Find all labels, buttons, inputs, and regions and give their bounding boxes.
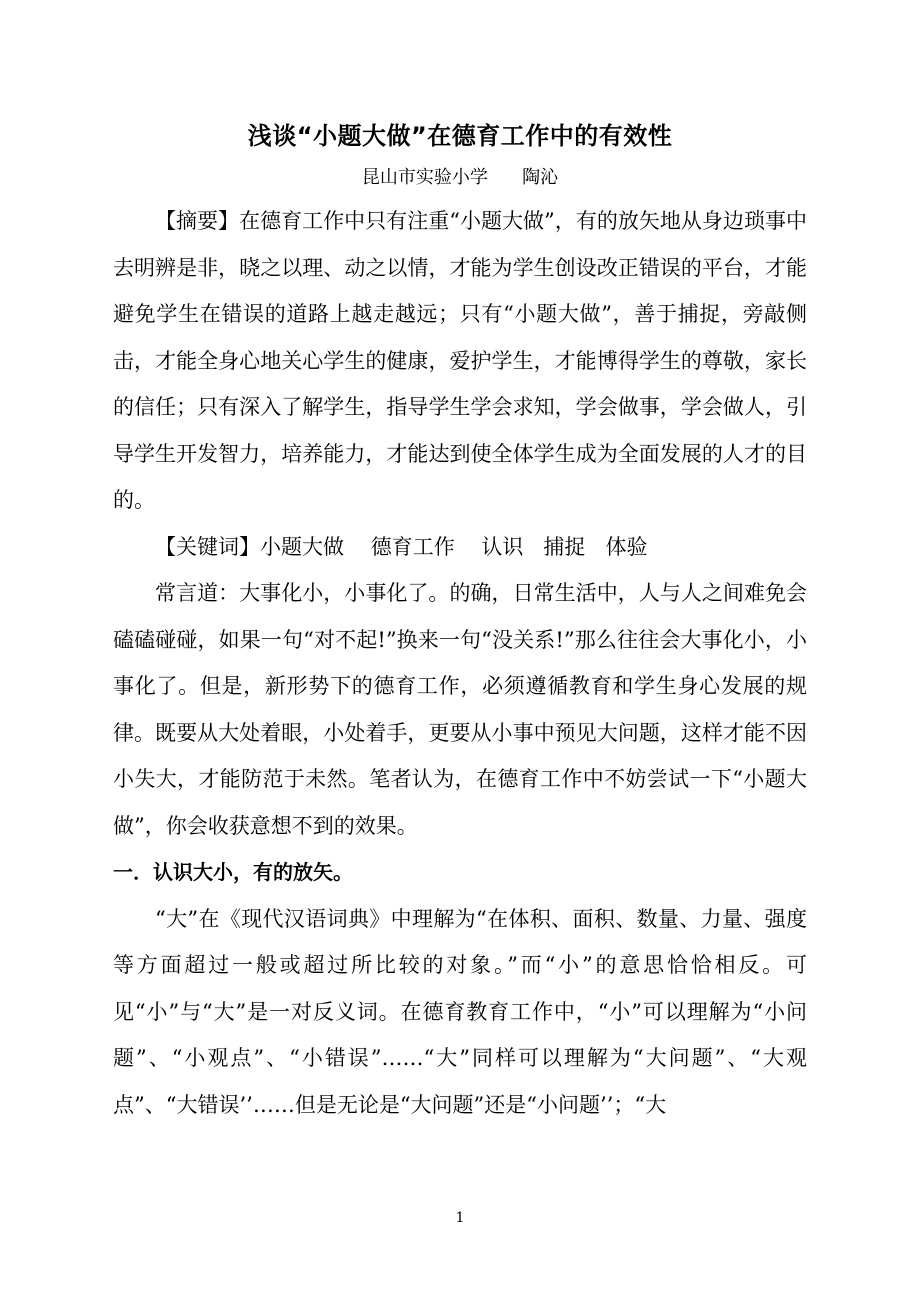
author-byline: 昆山市实验小学 陶沁 [361, 167, 559, 188]
section-1-paragraph: “大”在《现代汉语词典》中理解为“在体积、面积、数量、力量、强度等方面超过一般或超过所比较的对象。”而“小”的意思恰恰相反。可见“小”与“大”是一对反义词。在德育教育工作中，“小”可以理解为“小问题”、“小观点”、“小错误”……“大”同样可以理解为“大问题”、“大观点”、“大错误’’……但是无论是“大问题”还是“小问题’’；“大 [113, 906, 807, 1117]
section-1-heading: 一．认识大小，有的放矢。 [113, 860, 353, 884]
abstract-paragraph: 【摘要】在德育工作中只有注重“小题大做”，有的放矢地从身边琐事中去明辨是非，晓之以理、动之以情，才能为学生创设改正错误的平台，才能避免学生在错误的道路上越走越远；只有“小题大做”，善于捕捉，旁敲侧击，才能全身心地关心学生的健康，爱护学生，才能博得学生的尊敬，家长的信任；只有深入了解学生，指导学生学会求知，学会做事，学会做人，引导学生开发智力，培养能力，才能达到使全体学生成为全面发展的人才的目的。 [113, 209, 807, 512]
document-body [113, 198, 807, 1128]
page-number: 1 [455, 1210, 465, 1226]
document-title: 浅谈“小题大做”在德育工作中的有效性 [247, 122, 673, 150]
keywords-paragraph: 【关键词】小题大做 德育工作 认识 捕捉 体验 [155, 534, 648, 559]
intro-paragraph: 常言道：大事化小，小事化了。的确，日常生活中，人与人之间难免会磕磕碰碰，如果一句“对不起!”换来一句“没关系!”那么往往会大事化小，小事化了。但是，新形势下的德育工作，必须遵循教育和学生身心发展的规律。既要从大处着眼，小处着手，更要从小事中预见大问题，这样才能不因小失大，才能防范于未然。笔者认为，在德育工作中不妨尝试一下“小题大做”，你会收获意想不到的效果。 [113, 581, 807, 838]
